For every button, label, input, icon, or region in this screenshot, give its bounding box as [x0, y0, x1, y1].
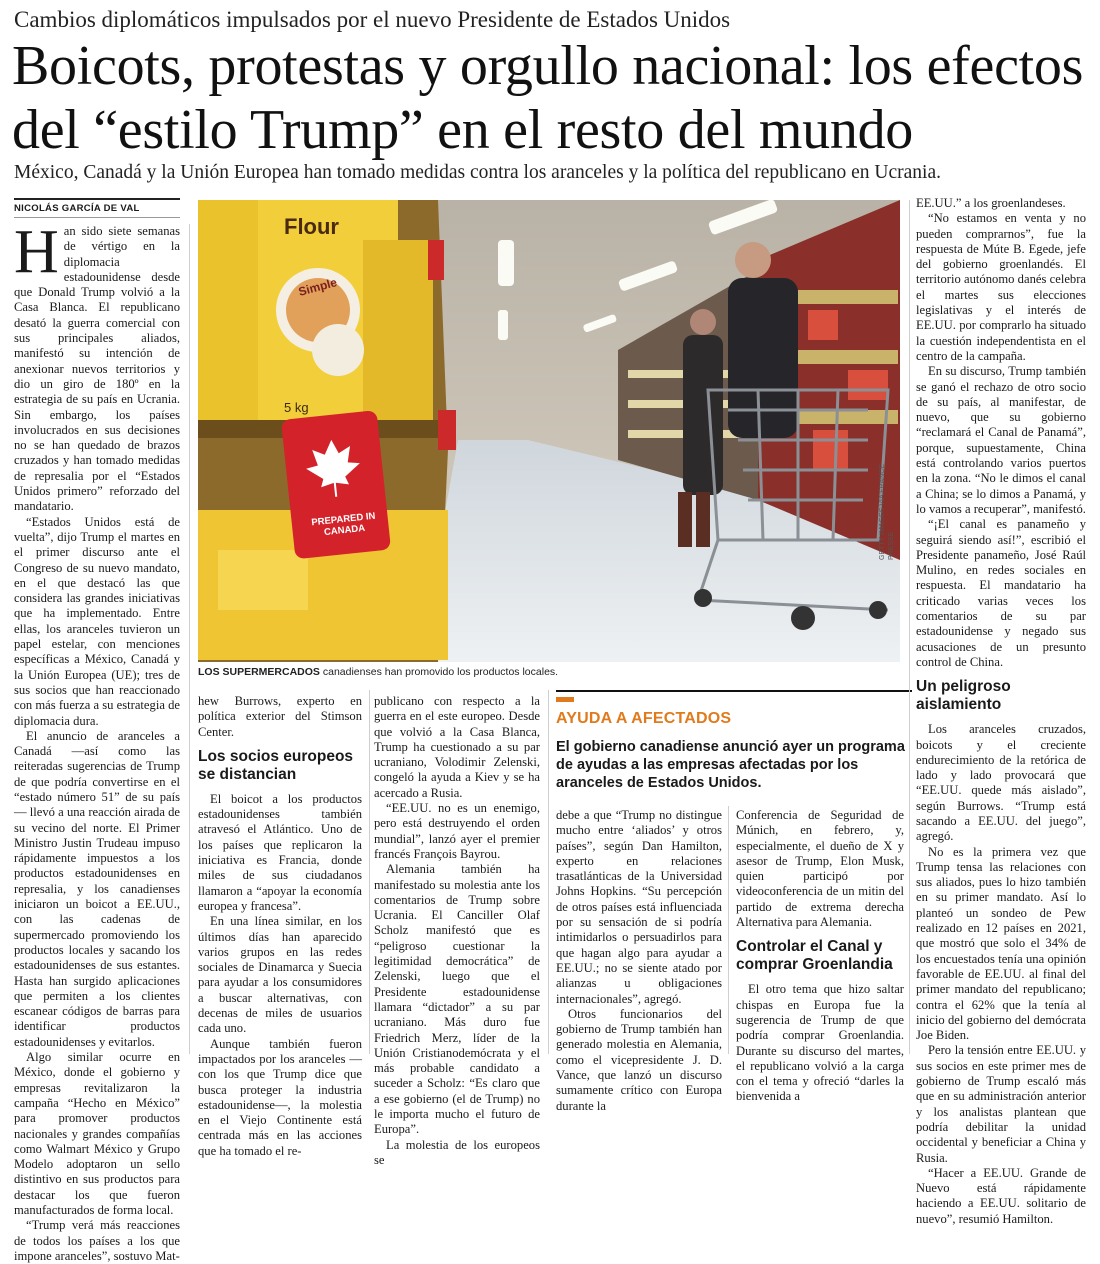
paragraph: Conferencia de Seguridad de Múnich, en febrero, y, especialmente, el dueño de X y asesor de Trump, Elon Musk, quien participó por videoconferencia de un mitin del partido de extrema derecha Alternativa para Alemania. — [736, 808, 904, 930]
paragraph: Pero la tensión entre EE.UU. y sus socios en este primer mes de gobierno de Trump escaló más que en su administración anterior y los analistas plantean que podría debilitar la unidad occidental y beneficiar a China y Rusia. — [916, 1043, 1086, 1165]
article-column-4 — [556, 808, 722, 1114]
package-brand-text: Simple — [296, 275, 339, 299]
subheading: Controlar el Canal y comprar Groenlandia — [736, 938, 893, 974]
package-brand-text: Flour — [284, 214, 339, 239]
paragraph: EE.UU.” a los groenlandeses. — [916, 196, 1066, 210]
paragraph: En una línea similar, en los últimos días han aparecido varios grupos en las redes sociales de Dinamarca y Suecia para ayudar a los consumidores a buscar alternativas, con decenas de miles de usuarios cada uno. — [198, 914, 362, 1036]
package-weight-text: 5 kg — [284, 400, 309, 415]
paragraph: publicano con respecto a la guerra en el este europeo. Desde que volvió a la Casa Blanca, Trump ha cuestionado a su par ucraniano, Volodimir Zelenski, congeló la ayuda a Kiev y se ha acercado a Rusia. — [374, 694, 540, 800]
photo-illustration — [198, 200, 900, 662]
drop-cap: H — [14, 218, 59, 286]
box-rule — [556, 690, 912, 692]
article-column-6 — [916, 196, 1086, 1227]
paragraph: Alemania también ha manifestado su molestia ante los comentarios de Trump sobre Ucrania. El Canciller Olaf Scholz manifestó que es “peligroso cuestionar la legitimidad democrática” de Zelenski, luego que el Presidente estadounidense llamara “dictador” a su par ucraniano. Más duro fue Friedrich Merz, líder de la Unión Cristianodemócrata y el más probable candidato a suceder a Scholz: “Es claro que a ese gobierno (el de Trump) no le importa mucho el futuro de Europa”. — [374, 862, 540, 1137]
box-label: AYUDA A AFECTADOS — [556, 710, 732, 727]
supermarket-photo — [198, 200, 900, 662]
column-divider — [728, 806, 729, 1054]
headline: Boicots, protestas y orgullo nacional: los efectos del “estilo Trump” en el resto del mundo — [12, 35, 1084, 161]
paragraph: Algo similar ocurre en México, donde el gobierno y empresas revitalizaron la campaña “Hecho en México” para promover productos nacionales y grandes compañías como Walmart México y Grupo Modelo adoptaron un sello distintivo en sus productos para destacar los que fueron manufacturados de forma local. — [14, 1050, 180, 1217]
paragraph: En su discurso, Trump también se ganó el rechazo de otro socio de su país, al manifestar, de nuevo, que su gobierno “reclamará el Canal de Panamá”, porque, supuestamente, China está controlando varios puertos en la zona. “No le dimos el canal a China; se lo dimos a Panamá, y lo vamos a recuperar”, manifestó. — [916, 364, 1086, 516]
article-column-5 — [736, 808, 904, 1105]
paragraph: “Hacer a EE.UU. Grande de Nuevo está rápidamente haciendo a EE.UU. solitario de nuevo”, resumió Hamilton. — [916, 1165, 1086, 1226]
paragraph: La molestia de los europeos se — [374, 1137, 540, 1167]
paragraph: El anuncio de aranceles a Canadá —así como las reiteradas sugerencias de Trump de que podría convertirse en el “estado número 51” de su país— llevó a una reacción airada de su vecino del norte. El Primer Ministro Justin Trudeau impuso rápidamente impuestos a los productos estadounidenses en represalia, y los canadienses iniciaron un boicot a EE.UU., con las cadenas de supermercado promoviendo los productos locales y sacando los estadounidenses de sus estantes. Hasta han surgido aplicaciones que permiten a los clientes escanear códigos de barras para identificar productos estadounidenses y evitarlos. — [14, 728, 180, 1049]
paragraph: Otros funcionarios del gobierno de Trump también han generado molestia en Alemania, como el vicepresidente J. D. Vance, que lanzó un discurso sumamente crítico con Europa durante la — [556, 1006, 722, 1113]
paragraph: debe a que “Trump no distingue mucho entre ‘aliados’ y otros países”, según Dan Hamilton, experto en relaciones trasatlánticas de la Universidad Johns Hopkins. “Su percepción de otros países está influenciada por su sensación de si podría intimidarlos o persuadirlos para que hagan algo para ayudar a EE.UU.; no se siente atado por alianzas u obligaciones internacionales”, agregó. — [556, 808, 722, 1006]
photo-caption: LOS SUPERMERCADOS canadienses han promovido los productos locales. — [198, 666, 559, 678]
subheading: Los socios europeos se distancian — [198, 747, 354, 783]
kicker: Cambios diplomáticos impulsados por el nuevo Presidente de Estados Unidos — [14, 7, 731, 32]
paragraph: “No estamos en venta y no pueden comprarnos”, fue la respuesta de Múte B. Egede, jefe del gobierno groenlandés. El territorio autónomo danés celebra el martes sus elecciones legislativas y el interés de EE.UU. por comprarlo ha situado la cuestión independentista en el centro de la campaña. — [916, 211, 1086, 363]
paragraph: Aunque también fueron impactados por los aranceles —con los que Trump dice que busca proteger la industria estadounidense—, la molestia en el Viejo Continente está centrada más en las acciones que ha tomado el re- — [198, 1036, 362, 1158]
subheading: Un peligroso aislamiento — [916, 678, 1011, 714]
column-divider — [189, 224, 190, 1054]
prepared-in-canada-tag: PREPARED IN CANADA — [310, 510, 376, 539]
paragraph: “EE.UU. no es un enemigo, pero está destruyendo el orden mundial”, lanzó ayer el premier francés François Bayrou. — [374, 801, 540, 861]
paragraph: “Trump verá más reacciones de todos los países a los que impone aranceles”, sostuvo Mat- — [14, 1218, 180, 1263]
paragraph: El otro tema que hizo saltar chispas en Europa fue la sugerencia de Trump de que podría comprar Groenlandia. Durante su discurso del martes, el republicano volvió a la carga con el tema y ofreció “darles la bienvenida a — [736, 982, 904, 1104]
paragraph: Los aranceles cruzados, boicots y el creciente endurecimiento de la retórica de lado y lado provocará que “EE.UU. quede más aislado”, según Burrows. “Trump está sacando a EE.UU. del juego”, agregó. — [916, 722, 1086, 844]
paragraph: El boicot a los productos estadounidenses también atravesó el Atlántico. Uno de los países que replicaron la iniciativa es Francia, donde miles de sus ciudadanos llamaron a “apoyar la economía europea y francesa”. — [198, 791, 362, 913]
paragraph: hew Burrows, experto en política exterior del Stimson Center. — [198, 694, 362, 739]
article-column-3 — [374, 694, 540, 1168]
paragraph: No es la primera vez que Trump tensa las relaciones con sus aliados, pues lo hizo también en su primer mandato. Así lo planteó un sondeo de Pew realizado en 12 países en 2021, que mostró que solo el 34% de los encuestados tenía una opinión favorable de EE.UU. al final del primer mandato del republicano; contra el 62% que la tenía al inicio del gobierno del demócrata Joe Biden. — [916, 844, 1086, 1043]
paragraph: Han sido siete semanas de vértigo en la diplomacia estadounidense desde que Donald Trump volvió a la Casa Blanca. El republicano desató la guerra comercial con sus principales aliados, manifestó su intención de anexionar nuevos territorios y dio un giro de 180º en la estrategia de su país en Ucrania. Sin embargo, los países involucrados en sus decisiones no se han quedado de brazos cruzados y han tomado medidas de represalia por el “Estados Unidos primero” reforzado del mandatario. — [14, 218, 180, 514]
paragraph: “¡El canal es panameño y seguirá siendo así!”, escribió el Presidente panameño, José Raúl Mulino, en redes sociales en respuesta. El mandatario ha criticado varias veces los comentarios de su par estadounidense y negado sus acusaciones de un presunto control de China. — [916, 517, 1086, 669]
photo-credit: GETTY IMAGES VÍA FRANCE PRESSE — [879, 464, 895, 560]
column-divider — [369, 690, 370, 1054]
article-column-2 — [198, 694, 362, 1159]
box-text: El gobierno canadiense anunció ayer un programa de ayudas a las empresas afectadas por los aranceles de Estados Unidos. — [556, 739, 905, 791]
deck: México, Canadá y la Unión Europea han tomado medidas contra los aranceles y la política del republicano en Ucrania. — [14, 162, 941, 183]
article-column-1 — [14, 218, 180, 1264]
column-divider — [548, 690, 549, 1054]
paragraph: “Estados Unidos está de vuelta”, dijo Trump el martes en el primer discurso ante el Congreso de su nuevo mandato, en el que destacó las que considera las grandes iniciativas que ha implementado. Entre ellas, los aranceles tuvieron un papel estelar, con menciones específicas a México, Canadá y la Unión Europea (UE); tres de sus socios que han reaccionado con más fuerza a su estrategia de diplomacia dura. — [14, 514, 180, 728]
column-divider — [909, 200, 910, 1054]
byline: NICOLÁS GARCÍA DE VAL — [14, 198, 180, 218]
